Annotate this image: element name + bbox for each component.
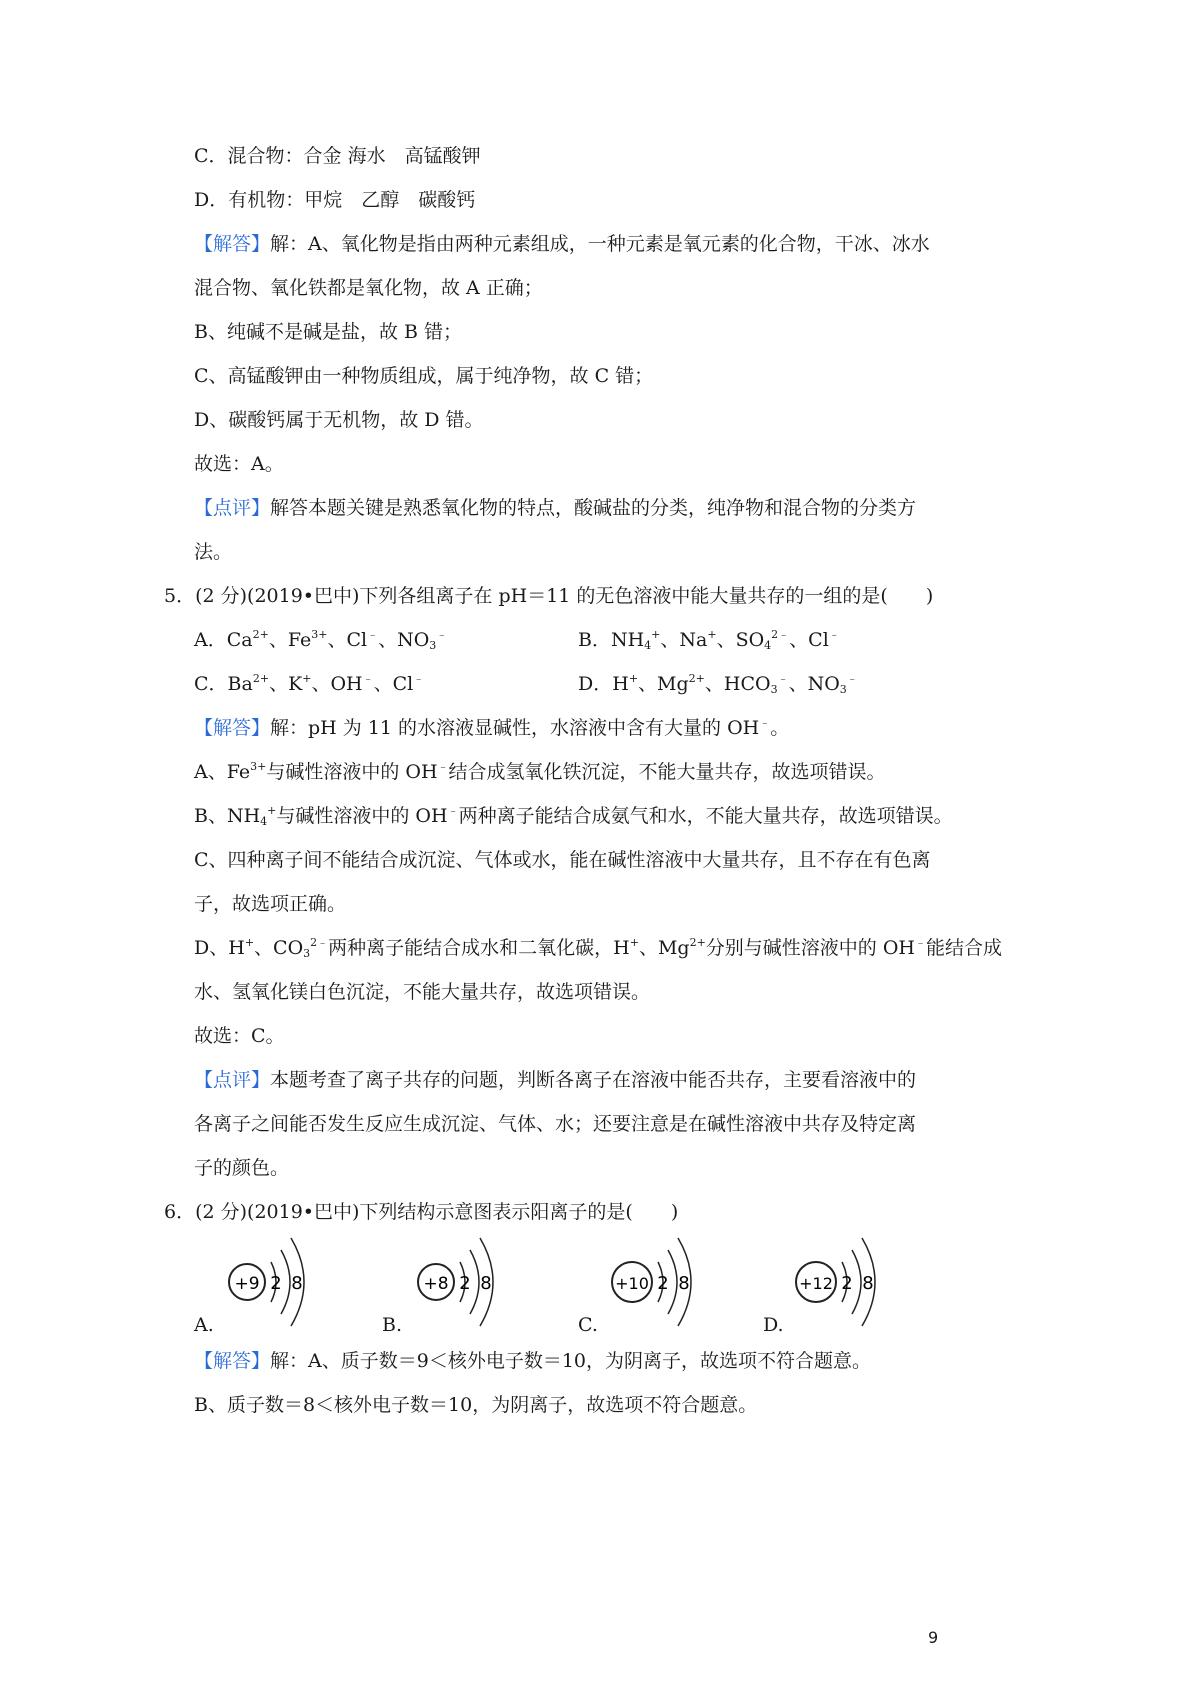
comment-tag: 【点评】 <box>194 1069 271 1091</box>
q5-choice: 故选：C。 <box>194 1025 285 1047</box>
q4-comment-line-2: 法。 <box>194 541 233 563</box>
nucleus-label-d: +12 <box>799 1274 833 1293</box>
q5-answer-d-2: 水、氢氧化镁白色沉淀，不能大量共存，故选项错误。 <box>194 981 651 1003</box>
q4-option-d: D．有机物：甲烷 乙醇 碳酸钙 <box>194 189 476 211</box>
answer-tag: 【解答】 <box>194 1350 271 1372</box>
q5-option-c: C．$Ba^{2+}$、K+、OH﹣、Cl﹣ <box>194 672 425 695</box>
shell2-b: 8 <box>480 1273 492 1294</box>
q6-option-b-label: B. <box>382 1314 403 1336</box>
comment-text: 解答本题关键是熟悉氧化物的特点，酸碱盐的分类，纯净物和混合物的分类方 <box>270 497 917 519</box>
q5-answer-b: B、$NH_4^+$与碱性溶液中的 OH﹣两种离子能结合成氨气和水，不能大量共存，故选项错误。 <box>194 804 953 828</box>
shell1-b: 2 <box>459 1273 471 1294</box>
q5-comment-line-2: 各离子之间能否发生反应生成沉淀、气体、水；还要注意是在碱性溶液中共存及特定离 <box>194 1113 917 1135</box>
q5-option-d: D．H+、$Mg^{2+}$、$HCO_3^﹣$、$NO_3^﹣$ <box>578 672 858 696</box>
q6-stem: 6．(2 分)(2019•巴中)下列结构示意图表示阳离子的是( ) <box>164 1201 679 1223</box>
shell1-c: 2 <box>657 1273 669 1294</box>
q6-option-a-label: A. <box>194 1314 214 1336</box>
shell1-d: 2 <box>841 1273 853 1294</box>
atom-diagram-a <box>215 1232 335 1332</box>
q5-answer-c-2: 子，故选项正确。 <box>194 893 347 915</box>
q5-answer-a: A、$Fe^{3+}$与碱性溶液中的 OH﹣结合成氢氧化铁沉淀，不能大量共存，故选项错误。 <box>194 760 886 783</box>
q6-option-c-label: C. <box>578 1314 598 1336</box>
q4-answer-line-1 <box>194 229 930 259</box>
q4-answer-line-3: B、纯碱不是碱是盐，故 B 错； <box>194 321 463 343</box>
shell2-c: 8 <box>678 1273 690 1294</box>
q5-stem: 5．(2 分)(2019•巴中)下列各组离子在 pH＝11 的无色溶液中能大量共存的一组的是( ) <box>164 585 934 607</box>
atom-diagram-d <box>784 1232 904 1332</box>
answer-text: 解：A、氧化物是指由两种元素组成，一种元素是氧元素的化合物，干冰、冰水 <box>270 233 930 255</box>
q4-comment-line-1 <box>194 493 916 523</box>
q5-options-row-1 <box>194 625 447 655</box>
answer-tag: 【解答】 <box>194 717 271 739</box>
comment-tag: 【点评】 <box>194 497 271 519</box>
q4-option-c: C．混合物：合金 海水 高锰酸钾 <box>194 145 481 167</box>
q4-answer-line-4: C、高锰酸钾由一种物质组成，属于纯净物，故 C 错； <box>194 365 654 387</box>
atom-diagram-c <box>600 1232 720 1332</box>
shell1-a: 2 <box>270 1273 282 1294</box>
q4-choice: 故选：A。 <box>194 453 284 475</box>
q4-answer-line-5: D、碳酸钙属于无机物，故 D 错。 <box>194 409 484 431</box>
nucleus-label-a: +9 <box>234 1274 260 1294</box>
q5-answer-c-1: C、四种离子间不能结合成沉淀、气体或水，能在碱性溶液中大量共存，且不存在有色离 <box>194 849 931 871</box>
answer-tag: 【解答】 <box>194 233 271 255</box>
q5-answer-d-1: D、H+、$CO_3^{2﹣}$两种离子能结合成水和二氧化碳，H+、$Mg^{2+}$分别与碱性溶液中的 OH﹣能结合成 <box>194 936 1002 960</box>
page-number: 9 <box>928 1628 939 1647</box>
atom-diagram-b <box>404 1232 524 1332</box>
q5-option-a: A．$Ca^{2+}$、$Fe^{3+}$、Cl﹣、$NO_3^﹣$ <box>194 628 448 652</box>
q5-comment-line-3: 子的颜色。 <box>194 1157 290 1179</box>
shell2-a: 8 <box>291 1273 303 1294</box>
q4-answer-line-2: 混合物、氧化铁都是氧化物，故 A 正确； <box>194 277 543 299</box>
q6-answer-line-1: 【解答】解：A、质子数＝9＜核外电子数＝10，为阴离子，故选项不符合题意。 <box>194 1350 872 1372</box>
nucleus-label-c: +10 <box>615 1274 649 1293</box>
shell2-d: 8 <box>862 1273 874 1294</box>
q5-answer-line-1: 【解答】解：pH 为 11 的水溶液显碱性，水溶液中含有大量的 OH﹣。 <box>194 716 790 739</box>
q5-comment-line-1: 【点评】本题考查了离子共存的问题，判断各离子在溶液中能否共存，主要看溶液中的 <box>194 1069 917 1091</box>
q6-answer-line-2: B、质子数＝8＜核外电子数＝10，为阴离子，故选项不符合题意。 <box>194 1394 758 1416</box>
q6-option-d-label: D. <box>763 1314 784 1336</box>
q5-option-b: B．$NH_4^+$、Na+、$SO_4^{2﹣}$、Cl﹣ <box>578 628 840 652</box>
nucleus-label-b: +8 <box>423 1274 449 1294</box>
